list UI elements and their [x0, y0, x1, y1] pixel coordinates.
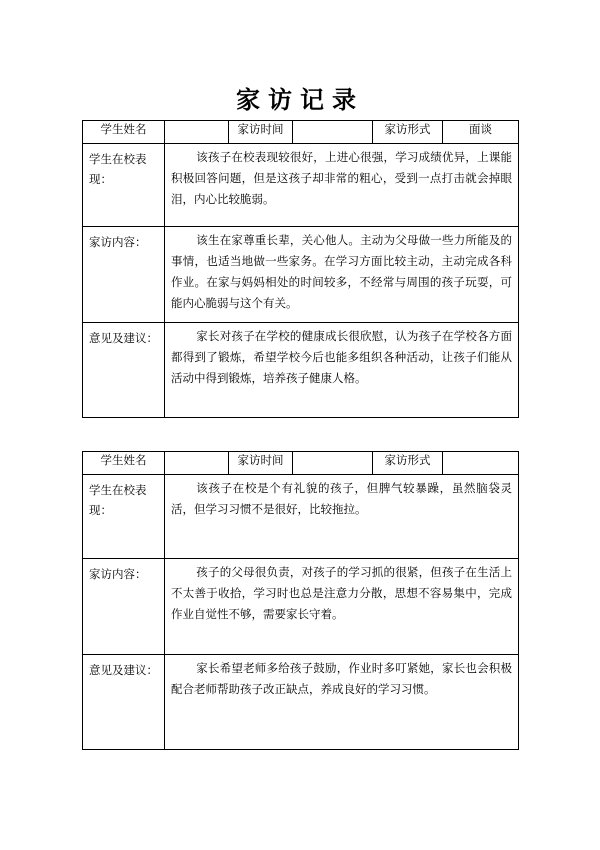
visit-form-value: [443, 452, 519, 475]
visit-time-value: [293, 121, 373, 144]
school-performance-label: 学生在校表现：: [83, 475, 165, 559]
visit-form-value: 面谈: [443, 121, 519, 144]
advice-label: 意见及建议：: [83, 655, 165, 750]
visit-record-table-2: [82, 451, 519, 750]
visit-content-row: [83, 559, 519, 655]
school-performance-row: [83, 475, 519, 559]
visit-content-label: 家访内容：: [83, 227, 165, 323]
advice-row: [83, 323, 519, 418]
visit-record-table-1: [82, 120, 519, 418]
header-row: [83, 452, 519, 475]
advice-text: 家长希望老师多给孩子鼓励，作业时多叮紧她，家长也会积极配合老师帮助孩子改正缺点，养成良好的学习习惯。: [165, 655, 519, 750]
visit-time-label: 家访时间: [229, 452, 293, 475]
header-row: [83, 121, 519, 144]
visit-content-text: 孩子的父母很负责，对孩子的学习抓的很紧，但孩子在生活上不太善于收拾，学习时也总是注意力分散，思想不容易集中，完成作业自觉性不够，需要家长守着。: [165, 559, 519, 655]
student-name-value: [165, 121, 229, 144]
student-name-value: [165, 452, 229, 475]
advice-text: 家长对孩子在学校的健康成长很欣慰，认为孩子在学校各方面都得到了锻炼，希望学校今后也能多组织各种活动，让孩子们能从活动中得到锻炼，培养孩子健康人格。: [165, 323, 519, 418]
page-title: 家访记录: [236, 85, 364, 114]
student-name-label: 学生姓名: [83, 121, 165, 144]
school-performance-text: 该孩子在校是个有礼貌的孩子，但脾气较暴躁，虽然脑袋灵活，但学习习惯不是很好，比较拖拉。: [165, 475, 519, 559]
visit-time-label: 家访时间: [229, 121, 293, 144]
school-performance-row: [83, 144, 519, 227]
visit-content-text: 该生在家尊重长辈，关心他人。主动为父母做一些力所能及的事情，也适当地做一些家务。在学习方面比较主动，主动完成各科作业。在家与妈妈相处的时间较多，不经常与周围的孩子玩耍，可能内心脆弱与这个有关。: [165, 227, 519, 323]
visit-content-row: [83, 227, 519, 323]
advice-label: 意见及建议：: [83, 323, 165, 418]
student-name-label: 学生姓名: [83, 452, 165, 475]
visit-content-label: 家访内容：: [83, 559, 165, 655]
school-performance-label: 学生在校表现：: [83, 144, 165, 227]
visit-time-value: [293, 452, 373, 475]
visit-form-label: 家访形式: [373, 452, 443, 475]
visit-form-label: 家访形式: [373, 121, 443, 144]
school-performance-text: 该孩子在校表现较很好，上进心很强，学习成绩优异，上课能积极回答问题，但是这孩子却非常的粗心，受到一点打击就会掉眼泪，内心比较脆弱。: [165, 144, 519, 227]
advice-row: [83, 655, 519, 750]
